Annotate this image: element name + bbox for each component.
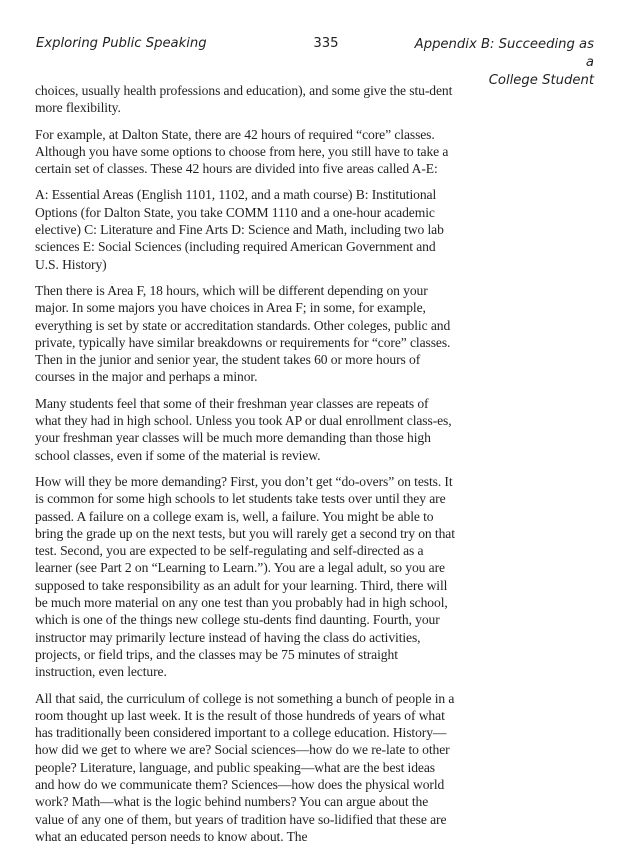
page-number: 335 — [313, 36, 339, 51]
section-title-line-2: College Student — [488, 73, 594, 88]
paragraph-area-f: Then there is Area F, 18 hours, which will be different depending on your major. In some majors you have choices in Area F; in some, for example, everything is set by state or accreditation standards. Other coleges, public and private, typically have similar breakdowns or requirements for “core” classes. Then in the junior and senior year, the student takes 60 or more hours of courses in the major and perhaps a minor. — [35, 282, 451, 385]
paragraph-curriculum: All that said, the curriculum of college is not something a bunch of people in a room thought up last week. It is the result of those hundreds of years of what has traditionally been considered important to a college education. History—how did we get to where we are? Social sciences—how do we re-late to other people? Literature, language, and public speaking—what are the best ideas and how do we communicate them? Sciences—how does the physical world work? Math—what is the logic behind numbers? You can argue about the value of any one of them, but years of tradition have so-lidified that these are what an educated person needs to know about. The — [35, 690, 455, 844]
paragraph-areas-a-e: A: Essential Areas (English 1101, 1102, and a math course) B: Institutional Options (for Dalton State, you take COMM 1110 and a one-hour academic elective) C: Literature and Fine Arts D: Science and Math, including two lab sciences E: Social Sciences (including required American Government and U.S. History) — [35, 187, 444, 272]
section-title-line-1: Appendix B: Succeeding as a — [414, 37, 594, 70]
body-text — [35, 82, 455, 854]
paragraph-freshman-repeats: Many students feel that some of their freshman year classes are repeats of what they had in high school. Unless you took AP or dual enrollment class-es, your freshman year classes will be much more demanding than those high school classes, even if some of the material is review. — [35, 395, 452, 463]
paragraph-more-demanding: How will they be more demanding? First, you don’t get “do-overs” on tests. It is common for some high schools to let students take tests over until they are passed. A failure on a college exam is, well, a failure. You might be able to bring the grade up on the next tests, but you will rarely get a second try on that test. Second, you are expected to be self-regulating and self-directed as a learner (see Part 2 on “Learning to Learn.”). You are a legal adult, so you are supposed to take responsibility as an adult for your learning. Third, there will be much more material on any one test than you probably had in high school, which is one of the things new college stu-dents find daunting. Fourth, your instructor may primarily lecture instead of having the class do activities, projects, or field trips, and the classes may be 75 minutes of straight instruction, even lecture. — [35, 473, 455, 680]
paragraph-continued: choices, usually health professions and education), and some give the stu-dent more flexibility. — [35, 83, 453, 116]
book-title: Exploring Public Speaking — [36, 36, 207, 51]
paragraph-dalton-core: For example, at Dalton State, there are 42 hours of required “core” classes. Although you have some options to choose from here, you still have to take a certain set of classes. These 42 hours are divided into five areas called A-E: — [35, 126, 449, 177]
page-header — [36, 36, 594, 88]
